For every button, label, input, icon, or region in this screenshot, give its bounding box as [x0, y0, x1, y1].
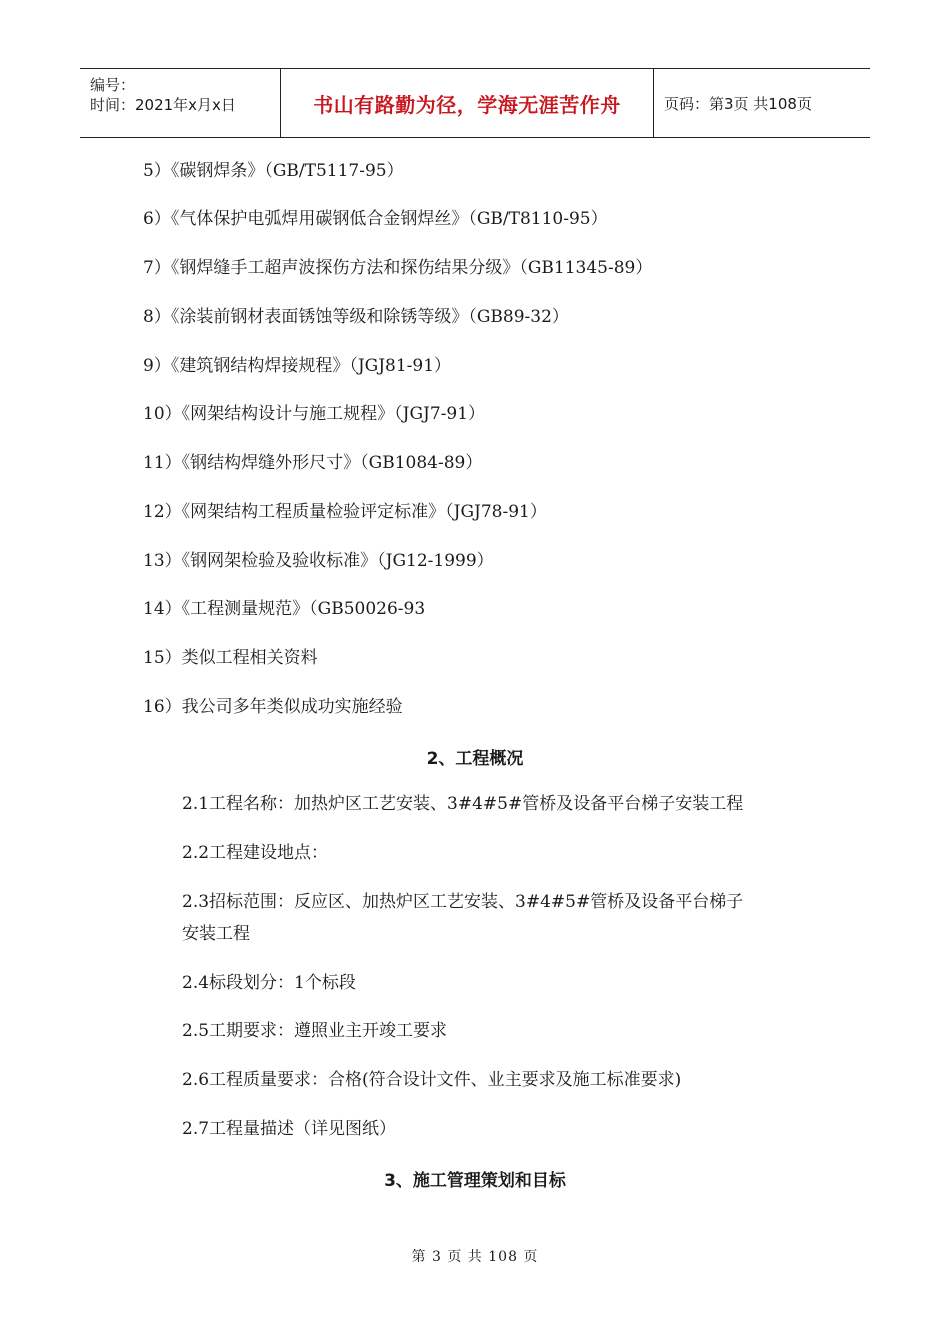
reference-item-14: 14）《工程测量规范》（GB50026-93: [143, 599, 426, 619]
reference-item-9: 9）《建筑钢结构焊接规程》（JGJ81-91）: [143, 356, 452, 376]
reference-item-11: 11）《钢结构焊缝外形尺寸》（GB1084-89）: [143, 453, 483, 473]
page-footer: 第 3 页 共 108 页: [411, 1249, 539, 1265]
header-motto: 书山有路勤为径，学海无涯苦作舟: [313, 92, 621, 117]
header-motto-cell: [281, 69, 654, 137]
page-header: [80, 68, 870, 138]
section-2-heading: 2、工程概况: [426, 749, 524, 769]
header-page-info-cell: [654, 69, 870, 137]
reference-item-10: 10）《网架结构设计与施工规程》（JGJ7-91）: [143, 404, 486, 424]
header-page-info: 页码：第3页 共108页: [664, 94, 812, 113]
header-meta: [80, 69, 281, 137]
schedule-requirement-line: 2.5工期要求：遵照业主开竣工要求: [182, 1021, 448, 1041]
project-name-line: 2.1工程名称：加热炉区工艺安装、3#4#5#管桥及设备平台梯子安装工程: [182, 794, 744, 814]
reference-item-16: 16）我公司多年类似成功实施经验: [143, 697, 403, 717]
reference-item-5: 5）《碳钢焊条》（GB/T5117-95）: [143, 161, 404, 181]
reference-item-7: 7）《钢焊缝手工超声波探伤方法和探伤结果分级》（GB11345-89）: [143, 258, 653, 278]
bid-scope-line-continued: 安装工程: [182, 924, 250, 944]
quantity-description-line: 2.7工程量描述（详见图纸）: [182, 1119, 397, 1139]
project-location-line: 2.2工程建设地点：: [182, 843, 329, 863]
reference-item-15: 15）类似工程相关资料: [143, 648, 318, 668]
document-time-label: 时间：2021年x月x日: [90, 96, 236, 114]
reference-item-13: 13）《钢网架检验及验收标准》（JG12-1999）: [143, 551, 494, 571]
section-3-heading: 3、施工管理策划和目标: [384, 1171, 566, 1191]
reference-item-6: 6）《气体保护电弧焊用碳钢低合金钢焊丝》（GB/T8110-95）: [143, 209, 608, 229]
quality-requirement-line: 2.6工程质量要求：合格(符合设计文件、业主要求及施工标准要求): [182, 1070, 682, 1090]
lot-division-line: 2.4标段划分：1个标段: [182, 973, 356, 993]
reference-item-12: 12）《网架结构工程质量检验评定标准》（JGJ78-91）: [143, 502, 547, 522]
document-number-label: 编号：: [90, 76, 136, 94]
reference-item-8: 8）《涂装前钢材表面锈蚀等级和除锈等级》（GB89-32）: [143, 307, 569, 327]
bid-scope-line: 2.3招标范围：反应区、加热炉区工艺安装、3#4#5#管桥及设备平台梯子: [182, 892, 744, 912]
